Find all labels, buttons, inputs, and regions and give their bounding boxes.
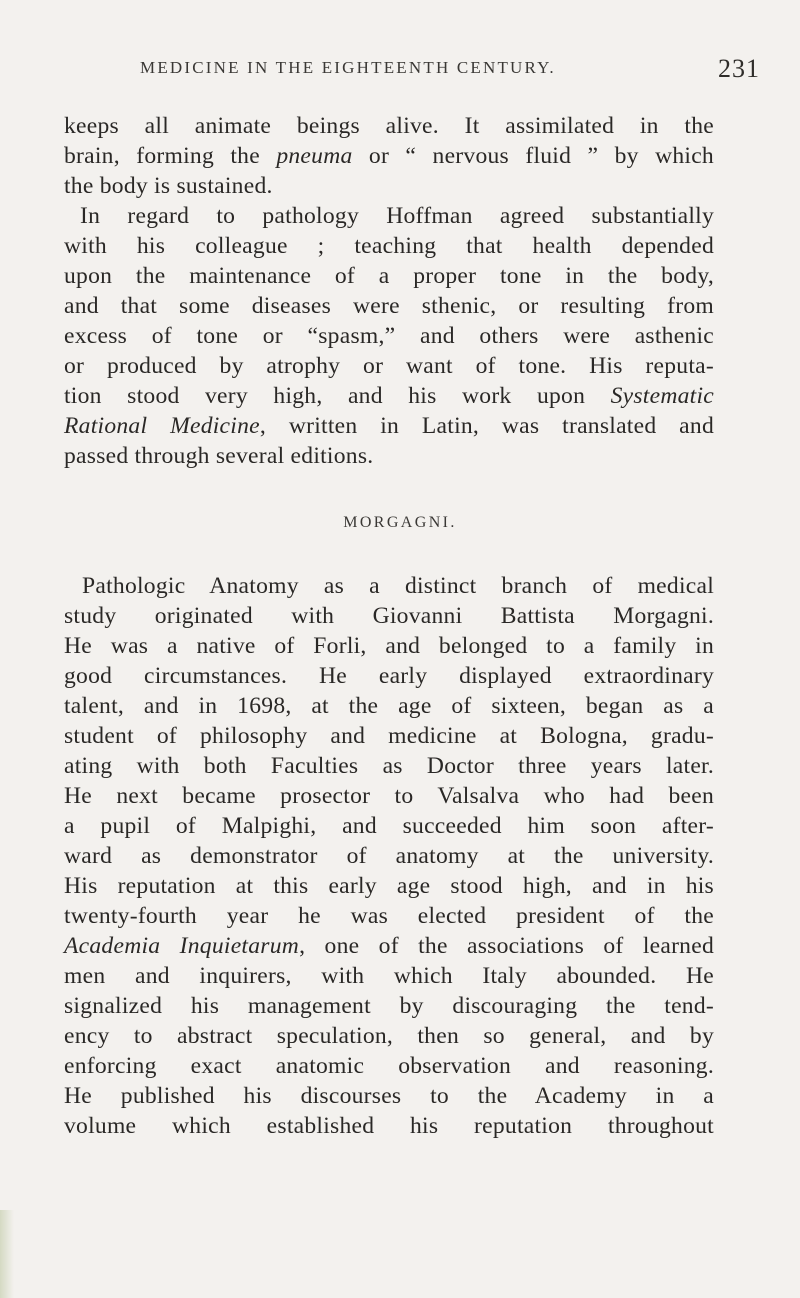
text-line: ating with both Faculties as Doctor three years later. [64, 753, 714, 779]
italic-title: Academia Inquietarum [64, 933, 300, 959]
text-line: the body is sustained. [64, 173, 273, 199]
text-line: study originated with Giovanni Battista Morgagni. [64, 603, 714, 629]
text-line [64, 141, 714, 171]
text-line: upon the maintenance of a proper tone in the body, [64, 263, 714, 289]
italic-title: Rational Medicine [64, 413, 260, 439]
text-line: or produced by atrophy or want of tone. His reputa- [64, 353, 714, 379]
text-run: , written in Latin, was translated and [259, 413, 714, 439]
text-line: He was a native of Forli, and belonged to a family in [64, 633, 714, 659]
text-run: brain, forming the [64, 143, 277, 169]
text-line: ency to abstract speculation, then so general, and by [64, 1023, 714, 1049]
text-line: signalized his management by discouraging the tend- [64, 993, 714, 1019]
text-line [64, 411, 714, 441]
text-line: ward as demonstrator of anatomy at the university. [64, 843, 714, 869]
text-line: passed through several editions. [64, 443, 374, 469]
text-line [64, 381, 714, 411]
page-edge-stain [0, 1210, 14, 1298]
text-line: He published his discourses to the Academy in a [64, 1083, 714, 1109]
text-line: excess of tone or “spasm,” and others were asthenic [64, 323, 714, 349]
text-line: men and inquirers, with which Italy abounded. He [64, 963, 714, 989]
text-line: volume which established his reputation throughout [64, 1113, 714, 1139]
text-line: good circumstances. He early displayed extraordinary [64, 663, 714, 689]
italic-title: Systematic [610, 383, 714, 409]
italic-term: pneuma [276, 143, 353, 169]
text-line: keeps all animate beings alive. It assimilated in the [64, 113, 714, 139]
page-number: 231 [718, 54, 760, 83]
text-run: tion stood very high, and his work upon [64, 383, 611, 409]
section-heading: MORGAGNI. [343, 514, 457, 531]
text-run: or “ nervous fluid ” by which [352, 143, 714, 169]
text-line: Pathologic Anatomy as a distinct branch of medical [82, 573, 714, 599]
running-title: MEDICINE IN THE EIGHTEENTH CENTURY. [140, 58, 556, 77]
text-line: student of philosophy and medicine at Bologna, gradu- [64, 723, 714, 749]
paragraph-morgagni [64, 571, 714, 1141]
paragraph-pneuma [64, 111, 714, 471]
text-line: In regard to pathology Hoffman agreed substantially [80, 203, 714, 229]
text-line: He next became prosector to Valsalva who had been [64, 783, 714, 809]
text-line: twenty-fourth year he was elected president of the [64, 903, 714, 929]
text-line: enforcing exact anatomic observation and reasoning. [64, 1053, 714, 1079]
text-line: talent, and in 1698, at the age of sixteen, began as a [64, 693, 714, 719]
text-line [64, 931, 714, 961]
text-line: and that some diseases were sthenic, or resulting from [64, 293, 714, 319]
text-run: , one of the associations of learned [299, 933, 714, 959]
text-line: a pupil of Malpighi, and succeeded him soon after- [64, 813, 714, 839]
text-line: with his colleague ; teaching that health depended [64, 233, 714, 259]
text-line: His reputation at this early age stood high, and in his [64, 873, 714, 899]
